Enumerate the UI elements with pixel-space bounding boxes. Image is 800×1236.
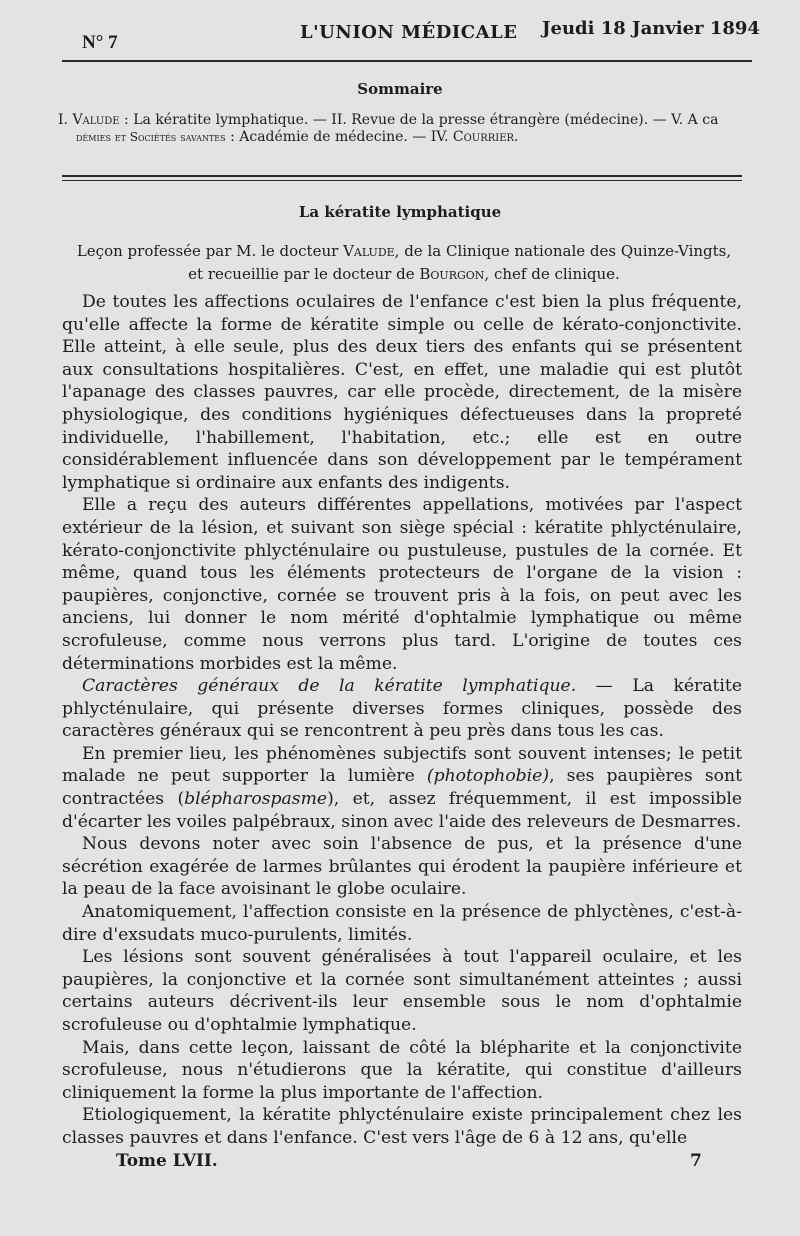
paragraph: Nous devons noter avec soin l'absence de pus, et la présence d'une sécrétion exagérée de larmes brûlantes qui érodent la paupière inférieure et la peau de la face avoisinant le globe oculaire. [62,834,742,900]
paragraph: Mais, dans cette leçon, laissant de côté la blépharite et la conjonctivite scrofuleuse, nous n'étudierons que la kératite, qui constitue d'ailleurs cliniquement la forme la plus importante de l'affection. [62,1037,742,1103]
paragraph: De toutes les affections oculaires de l'enfance c'est bien la plus fréquente, qu'elle affecte la forme de kératite simple ou celle de kérato-conjonctivite. Elle atteint, à elle seule, plus des deux tiers des enfants qui se présentent aux consultations hospitalières. C'est, en effet, une maladie qui est plutôt l'apanage des classes pauvres, car elle procède, directement, de la misère physiologique, des conditions hygiéniques défectueuses dans la propreté individuelle, l'habillement, l'habitation, etc.; elle est en outre considérablement influencée dans son développement par le tempérament lymphatique si ordinaire aux enfants des indigents. [62,292,742,493]
page-header [0,18,800,53]
issue-number: N° 7 [82,32,118,53]
section-heading: Caractères généraux de la kératite lymphatique. [82,676,577,697]
sommaire-author: Valude [72,112,120,128]
tome-label: Tome LVII. [116,1151,218,1171]
section-rule-top [62,175,742,177]
sommaire-line2-prefix: démies et Sociétés savantes [76,130,226,144]
byline-part: , de la Clinique nationale des Quinze-Vingts, [394,242,732,260]
section-rule-bottom [62,180,742,181]
byline-part: Leçon professée par M. le docteur [76,242,344,260]
paragraph-text: , ses paupières sont contractées ( [62,766,742,810]
page-number: 7 [690,1151,702,1171]
byline-part: , chef de clinique. [484,265,620,283]
italic-term: (photophobie) [426,766,550,787]
page-footer [0,1151,800,1181]
sommaire-line1: : La kératite lymphatique. — II. Revue de la presse étrangère (médecine). — V. A ca [119,112,719,128]
paragraph: Elle a reçu des auteurs différentes appellations, motivées par l'aspect extérieur de la lésion, et suivant son siège spécial : kératite phlycténulaire, kérato-conjonctivite phlycténulaire ou pustuleuse, pustules de la cornée. Et même, quand tous les éléments protecteurs de l'organe de la vision : paupières, conjonctive, cornée se trouvent pris à la fois, on peut avec les anciens, lui donner le nom mérité d'ophtalmie lymphatique ou même scrofuleuse, comme nous verrons plus tard. L'origine de toutes ces déterminations morbides est la même. [62,495,742,674]
article-title: La kératite lymphatique [298,203,502,221]
paragraph [62,743,742,833]
byline-author: Bourgon [419,265,485,283]
paragraph: Les lésions sont souvent généralisées à tout l'appareil oculaire, et les paupières, la conjonctive et la cornée sont simultanément atteintes ; aussi certains auteurs décrivent-ils leur ensemble sous le nom d'ophtalmie scrofuleuse ou d'ophtalmie lymphatique. [62,947,742,1035]
article-body [62,291,742,1150]
sommaire-body [58,112,748,146]
byline-part: et recueillie par le docteur de [188,265,420,283]
paragraph [62,675,742,743]
sommaire-item-number: I. [58,112,73,128]
issue-date: Jeudi 18 Janvier 1894 [542,18,760,39]
sommaire-line2: : Académie de médecine. — IV. [225,129,453,145]
paragraph-text: — La kératite phlycténulaire, qui présente diverses formes cliniques, possède des caractères généraux qui se rencontrent à peu près dans tous les cas. [62,676,742,742]
header-rule [62,60,752,62]
paragraph: Etiologiquement, la kératite phlycténulaire existe principalement chez les classes pauvres et dans l'enfance. C'est vers l'âge de 6 à 12 ans, qu'elle [62,1105,742,1148]
paragraph-text: En premier lieu, les phénomènes subjectifs sont souvent intenses; le petit malade ne peut supporter la lumière [62,743,742,787]
paragraph-text: ), et, assez fréquemment, il est impossible d'écarter les voiles palpébraux, sinon avec l'aide des releveurs de Desmarres. [62,789,742,832]
article-byline [54,240,754,286]
sommaire-line2-end: Courrier. [452,129,519,145]
sommaire-title: Sommaire [357,80,443,98]
paragraph: Anatomiquement, l'affection consiste en la présence de phlyctènes, c'est-à-dire d'exsudats muco-purulents, limités. [62,902,742,945]
journal-title: L'UNION MÉDICALE [300,22,518,43]
italic-term: blépharospasme [184,789,328,810]
byline-author: Valude [343,242,395,260]
